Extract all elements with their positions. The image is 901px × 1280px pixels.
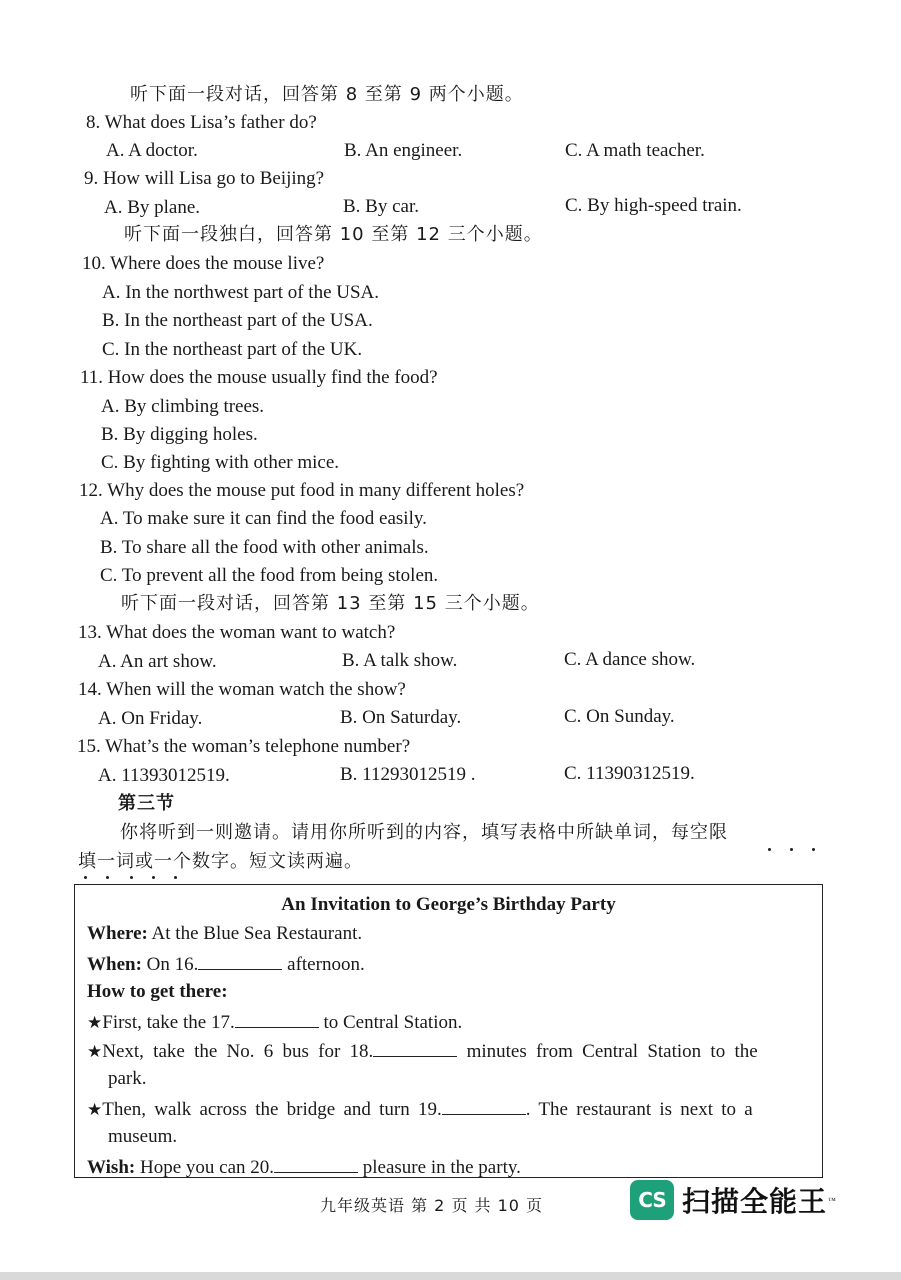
option-15c: C. 11390312519. [564,763,695,784]
blank-17[interactable] [235,1009,319,1028]
camscanner-watermark [630,1180,836,1220]
step-3-continuation: museum. [108,1126,178,1147]
option-14c: C. On Sunday. [564,706,675,727]
question-8: 8. What does Lisa’s father do? [86,112,317,133]
where-text: At the Blue Sea Restaurant. [147,923,363,944]
part3-instruction-line1: 你将听到一则邀请。请用你所听到的内容，填写表格中所缺单词，每空限 [120,822,728,843]
emphasis-dot [812,848,815,851]
option-10a: A. In the northwest part of the USA. [102,282,380,303]
question-9: 9. How will Lisa go to Beijing? [84,168,325,189]
option-11b: B. By digging holes. [101,424,258,445]
step-1-row [87,1009,462,1035]
option-8b: B. An engineer. [344,140,463,161]
question-14: 14. When will the woman watch the show? [78,679,406,700]
option-15a: A. 11393012519. [98,765,230,786]
option-13b: B. A talk show. [342,650,458,671]
step-2-post: minutes from Central Station to the [457,1041,758,1062]
star-icon: ★ [87,1042,103,1061]
star-icon: ★ [87,1100,103,1119]
trademark-mark: ™ [828,1195,836,1205]
blank-18[interactable] [373,1038,457,1057]
option-9a: A. By plane. [104,197,201,218]
cs-logo-icon: CS [630,1180,674,1220]
question-11: 11. How does the mouse usually find the food? [80,367,438,388]
where-label: Where: [87,923,148,944]
option-10b: B. In the northeast part of the USA. [102,310,373,331]
when-row [87,951,365,977]
step-1-pre: First, take the 17. [102,1012,235,1033]
option-12a: A. To make sure it can find the food easily. [100,508,427,529]
question-15: 15. What’s the woman’s telephone number? [77,736,411,757]
question-13: 13. What does the woman want to watch? [78,622,396,643]
step-2-row [87,1038,813,1064]
emphasis-dot [768,848,771,851]
emphasis-dot [174,876,177,879]
when-pre: On 16. [141,954,199,975]
blank-20[interactable] [274,1154,358,1173]
how-to-get-there-label: How to get there: [87,981,228,1002]
when-post: afternoon. [282,954,365,975]
part3-instruction-line2: 填一词或一个数字。短文读两遍。 [78,851,363,872]
option-12b: B. To share all the food with other animals. [100,537,429,558]
emphasis-dot [130,876,133,879]
option-14b: B. On Saturday. [340,707,462,728]
where-row [87,922,362,946]
emphasis-dot [106,876,109,879]
bottom-edge [0,1272,901,1280]
emphasis-dot [152,876,155,879]
question-12: 12. Why does the mouse put food in many different holes? [79,480,525,501]
option-12c: C. To prevent all the food from being stolen. [100,565,439,586]
page-footer: 九年级英语 第 2 页 共 10 页 [320,1196,544,1215]
wish-post: pleasure in the party. [358,1157,521,1178]
section-intro-13-15: 听下面一段对话，回答第 13 至第 15 三个小题。 [121,593,540,614]
invitation-title: An Invitation to George’s Birthday Party [281,894,616,915]
step-3-post: . The restaurant is next to a [525,1099,753,1120]
emphasis-dot [84,876,87,879]
invitation-table [74,884,823,1178]
option-11c: C. By fighting with other mice. [101,452,340,473]
option-10c: C. In the northeast part of the UK. [102,339,363,360]
option-8a: A. A doctor. [106,140,198,161]
step-3-row [87,1096,753,1122]
emphasis-dot [790,848,793,851]
section-intro-8-9: 听下面一段对话，回答第 8 至第 9 两个小题。 [130,84,524,105]
star-icon: ★ [87,1013,103,1032]
option-15b: B. 11293012519 . [340,764,476,785]
wish-row [87,1154,521,1180]
step-2-continuation: park. [108,1068,147,1089]
option-11a: A. By climbing trees. [101,396,265,417]
step-3-pre: Then, walk across the bridge and turn 19. [102,1099,442,1120]
part3-heading: 第三节 [118,793,175,814]
option-9c: C. By high-speed train. [565,195,742,216]
option-9b: B. By car. [343,196,419,217]
option-14a: A. On Friday. [98,708,203,729]
blank-16[interactable] [198,951,282,970]
blank-19[interactable] [442,1096,526,1115]
step-1-post: to Central Station. [318,1012,463,1033]
wish-label: Wish: [87,1157,136,1178]
option-8c: C. A math teacher. [565,140,705,161]
step-2-pre: Next, take the No. 6 bus for 18. [102,1041,374,1062]
wish-pre: Hope you can 20. [135,1157,275,1178]
section-intro-10-12: 听下面一段独白，回答第 10 至第 12 三个小题。 [124,224,543,245]
watermark-text: 扫描全能王 [682,1185,828,1218]
question-10: 10. Where does the mouse live? [82,253,325,274]
when-label: When: [87,954,142,975]
option-13a: A. An art show. [98,651,217,672]
option-13c: C. A dance show. [564,649,696,670]
